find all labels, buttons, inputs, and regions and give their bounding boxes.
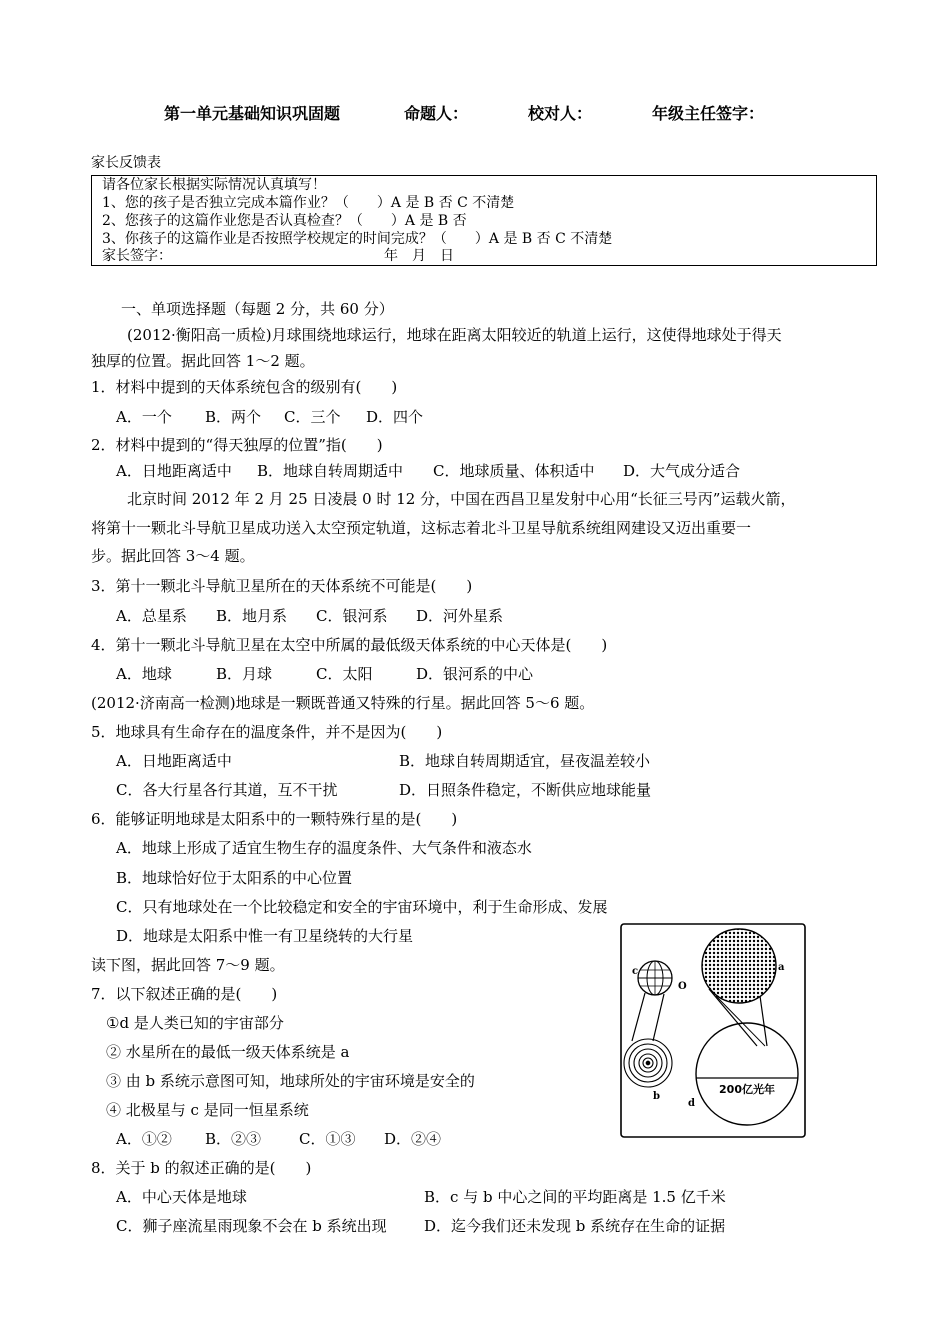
question-5-option-c: C．各大行星各行其道，互不干扰 xyxy=(116,781,338,799)
question-6-option-c: C．只有地球处在一个比较稳定和安全的宇宙环境中，利于生命形成、发展 xyxy=(116,898,608,916)
system-d-circle xyxy=(696,1023,798,1125)
question-4-option-b: B．月球 xyxy=(216,665,273,683)
label-a: a xyxy=(778,962,785,973)
question-6-option-d: D．地球是太阳系中惟一有卫星绕转的大行星 xyxy=(116,927,414,945)
question-4-stem: 4．第十一颗北斗导航卫星在太空中所属的最低级天体系统的中心天体是( ) xyxy=(91,636,608,654)
scale-label: 200亿光年 xyxy=(719,1083,775,1096)
question-8-option-d: D．迄今我们还未发现 b 系统存在生命的证据 xyxy=(424,1217,726,1235)
signature-date-label: 年 月 日 xyxy=(384,248,454,264)
passage-4: 读下图，据此回答 7～9 题。 xyxy=(91,956,285,974)
checker-label: 校对人： xyxy=(528,104,593,123)
director-signature-label: 年级主任签字： xyxy=(652,104,765,123)
question-7-statement-2: ② 水星所在的最低一级天体系统是 a xyxy=(106,1043,350,1061)
passage-2-line-1: 北京时间 2012 年 2 月 25 日凌晨 0 时 12 分，中国在西昌卫星发射中心用“长征三号丙”运载火箭， xyxy=(127,490,796,508)
question-5-option-d: D．日照条件稳定，不断供应地球能量 xyxy=(399,781,652,799)
system-a-circle xyxy=(702,929,776,1003)
question-7-option-d: D．②④ xyxy=(384,1130,442,1148)
passage-1-line-1: (2012·衡阳高一质检)月球围绕地球运行，地球在距离太阳较近的轨道上运行，这使得地球处于得天 xyxy=(127,326,782,344)
question-3-stem: 3．第十一颗北斗导航卫星所在的天体系统不可能是( ) xyxy=(91,577,473,595)
question-3-option-b: B．地月系 xyxy=(216,607,288,625)
question-2-stem: 2．材料中提到的“得天独厚的位置”指( ) xyxy=(91,436,383,454)
passage-1-line-2: 独厚的位置。据此回答 1～2 题。 xyxy=(91,352,315,370)
question-1-option-d: D．四个 xyxy=(366,408,424,426)
section-heading: 一、单项选择题（每题 2 分，共 60 分） xyxy=(121,300,394,318)
question-6-option-a: A．地球上形成了适宜生物生存的温度条件、大气条件和液态水 xyxy=(116,839,532,857)
question-7-statement-4: ④ 北极星与 c 是同一恒星系统 xyxy=(106,1101,309,1119)
question-3-option-a: A．总星系 xyxy=(116,607,187,625)
question-4-option-c: C．太阳 xyxy=(316,665,373,683)
question-7-option-c: C．①③ xyxy=(299,1130,356,1148)
question-2-option-b: B．地球自转周期适中 xyxy=(257,462,404,480)
question-7-statement-3: ③ 由 b 系统示意图可知，地球所处的宇宙环境是安全的 xyxy=(106,1072,475,1090)
label-b: b xyxy=(653,1091,660,1102)
passage-2-line-2: 将第十一颗北斗导航卫星成功送入太空预定轨道，这标志着北斗卫星导航系统组网建设又迈出重要一 xyxy=(91,519,752,537)
page-title: 第一单元基础知识巩固题 xyxy=(164,104,341,123)
label-d: d xyxy=(688,1098,695,1109)
question-1-stem: 1．材料中提到的天体系统包含的级别有( ) xyxy=(91,378,398,396)
question-6-stem: 6．能够证明地球是太阳系中的一颗特殊行星的是( ) xyxy=(91,810,458,828)
question-6-option-b: B．地球恰好位于太阳系的中心位置 xyxy=(116,869,353,887)
system-c-globe xyxy=(638,961,672,995)
feedback-table xyxy=(91,175,877,266)
question-8-option-b: B．c 与 b 中心之间的平均距离是 1.5 亿千米 xyxy=(424,1188,726,1206)
question-7-statement-1: ①d 是人类已知的宇宙部分 xyxy=(106,1014,284,1032)
question-8-option-c: C．狮子座流星雨现象不会在 b 系统出现 xyxy=(116,1217,387,1235)
question-4-option-d: D．银河系的中心 xyxy=(416,665,534,683)
celestial-systems-figure xyxy=(620,923,806,1138)
label-o: O xyxy=(678,981,687,992)
question-1-option-a: A．一个 xyxy=(116,408,172,426)
question-1-option-b: B．两个 xyxy=(205,408,262,426)
feedback-question-2: 2、您孩子的这篇作业您是否认真检查？（ ）A 是 B 否 xyxy=(102,213,467,229)
question-2-option-c: C．地球质量、体积适中 xyxy=(433,462,595,480)
question-4-option-a: A．地球 xyxy=(116,665,172,683)
question-2-option-a: A．日地距离适中 xyxy=(116,462,232,480)
passage-3: (2012·济南高一检测)地球是一颗既普通又特殊的行星。据此回答 5～6 题。 xyxy=(91,694,595,712)
question-5-option-b: B．地球自转周期适宜，昼夜温差较小 xyxy=(399,752,651,770)
feedback-question-3: 3、你孩子的这篇作业是否按照学校规定的时间完成？（ ）A 是 B 否 C 不清楚 xyxy=(102,231,613,247)
question-3-option-d: D．河外星系 xyxy=(416,607,504,625)
question-2-option-d: D．大气成分适合 xyxy=(623,462,741,480)
feedback-question-1: 1、您的孩子是否独立完成本篇作业？（ ）A 是 B 否 C 不清楚 xyxy=(102,195,515,211)
question-3-option-c: C．银河系 xyxy=(316,607,388,625)
feedback-heading: 家长反馈表 xyxy=(91,155,161,171)
parent-signature-label: 家长签字： xyxy=(102,248,172,264)
passage-2-line-3: 步。据此回答 3～4 题。 xyxy=(91,547,255,565)
question-1-option-c: C．三个 xyxy=(284,408,341,426)
question-7-option-b: B．②③ xyxy=(205,1130,262,1148)
question-8-option-a: A．中心天体是地球 xyxy=(116,1188,247,1206)
feedback-instruction: 请各位家长根据实际情况认真填写！ xyxy=(102,177,326,193)
question-8-stem: 8．关于 b 的叙述正确的是( ) xyxy=(91,1159,312,1177)
question-5-option-a: A．日地距离适中 xyxy=(116,752,232,770)
question-7-option-a: A．①② xyxy=(116,1130,172,1148)
label-c: c xyxy=(632,966,639,977)
question-5-stem: 5．地球具有生命存在的温度条件，并不是因为( ) xyxy=(91,723,443,741)
question-7-stem: 7．以下叙述正确的是( ) xyxy=(91,985,278,1003)
author-label: 命题人： xyxy=(404,104,469,123)
